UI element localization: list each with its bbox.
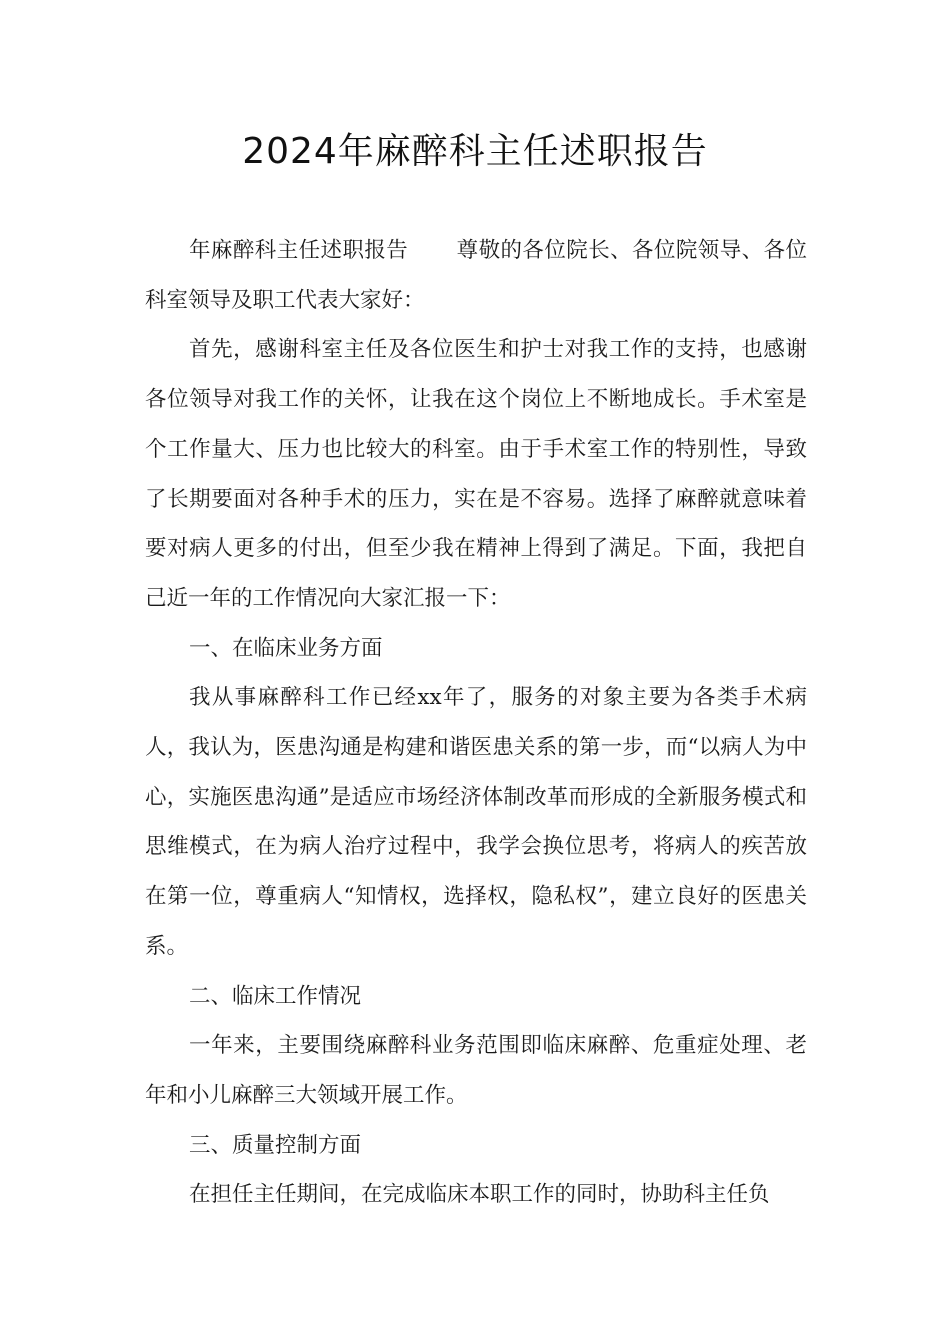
section-heading-quality-control: 三、质量控制方面 [189, 1132, 362, 1158]
intro-heading: 年麻醉科主任述职报告 [189, 238, 409, 263]
section-heading-clinical-business: 一、在临床业务方面 [189, 635, 383, 661]
paragraph-clinical-work: 一年来，主要围绕麻醉科业务范围即临床麻醉、危重症处理、老年和小儿麻醉三大领域开展工作。 [145, 1033, 807, 1108]
paragraph-thanks: 首先，感谢科室主任及各位医生和护士对我工作的支持，也感谢各位领导对我工作的关怀，让我在这个岗位上不断地成长。手术室是个工作量大、压力也比较大的科室。由于手术室工作的特别性，导致了长期要面对各种手术的压力，实在是不容易。选择了麻醉就意味着要对病人更多的付出，但至少我在精神上得到了满足。下面，我把自己近一年的工作情况向大家汇报一下： [145, 337, 807, 611]
document-title: 2024年麻醉科主任述职报告 [242, 131, 708, 172]
paragraph-quality-control: 在担任主任期间，在完成临床本职工作的同时，协助科主任负 [189, 1182, 770, 1208]
section-heading-clinical-work: 二、临床工作情况 [189, 983, 362, 1009]
intro-greeting: 尊敬的各位院长、各位院领导、各位科室领导及职工代表大家好： [145, 238, 807, 313]
paragraph-clinical-business: 我从事麻醉科工作已经xx年了，服务的对象主要为各类手术病人，我认为，医患沟通是构建和谐医患关系的第一步，而“以病人为中心，实施医患沟通”是适应市场经济体制改革而形成的全新服务模式和思维模式，在为病人治疗过程中，我学会换位思考，将病人的疾苦放在第一位，尊重病人“知情权，选择权，隐私权”，建立良好的医患关系。 [145, 685, 807, 959]
document-body [145, 226, 807, 1220]
intro-paragraph [145, 226, 807, 325]
